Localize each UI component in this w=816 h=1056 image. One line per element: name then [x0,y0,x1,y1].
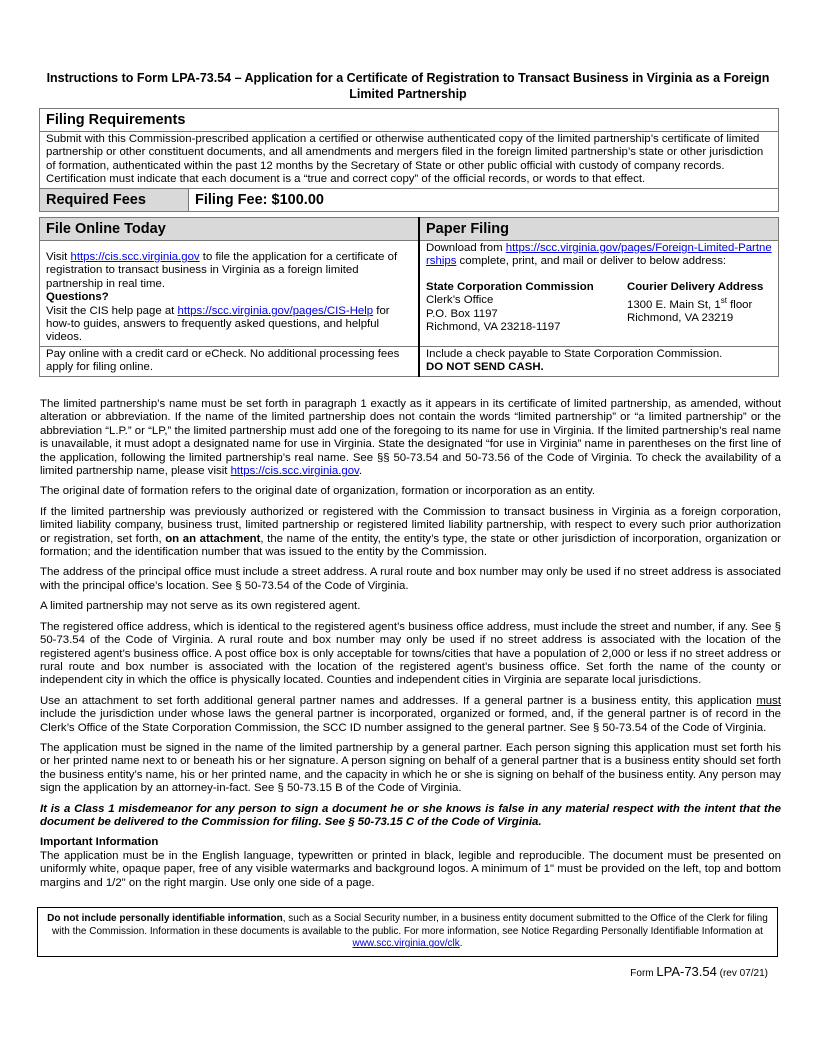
mail-name: State Corporation Commission [426,280,594,293]
no-cash-warning: DO NOT SEND CASH. [426,361,544,374]
filing-requirements-heading: Filing Requirements [40,109,779,132]
mail-line: Richmond, VA 23218-1197 [426,321,561,334]
instruction-paragraph [40,742,781,796]
courier-name: Courier Delivery Address [627,280,764,293]
text: Download from [426,242,506,254]
paragraph-text: . [358,465,363,478]
paragraph-text: It is a Class 1 misdemeanor for any person to sign a document he or she knows is false in any material respect with the intent that the document be delivered to the Commission for filing. See § 50-73.15 C of the Code of Virginia. [40,802,781,828]
paper-filing-instructions [419,241,779,347]
text: 1300 E. Main St, 1 [627,299,721,312]
filing-requirements-table [39,108,779,212]
instruction-paragraph [40,506,781,560]
text: Do not include personally identifiable information [47,913,283,924]
paragraph-text: The address of the principal office must include a street address. A rural route and box number may only be used if no street address is associated with the principal office’s location. See § 50-73.54 of the Code of Virginia. [40,566,781,592]
instruction-paragraph [40,836,781,890]
paragraph-text: include the jurisdiction under whose laws the general partner is incorporated, organized or formed, and, if the general partner is of record in the Clerk’s Office of the State Corporation Commission, the SCC ID number assigned to the general partner. See § 50-73.54 of the Code of Virginia. [40,708,781,734]
text: st [720,296,727,306]
paragraph-text: Use an attachment to set forth additional general partner names and addresses. If a general partner is a business entity, this application [40,694,757,707]
text: , such as a Social Security number, in a business entity document submitted to the Office of the Clerk for filing with the Commission. Information in these documents is available to the public. For more information, see Notice Regarding Personally Identifiable Information at [52,913,768,937]
instructions-body [40,398,781,897]
mailing-address [426,281,627,335]
text: floor [726,299,753,312]
cis-link[interactable]: https://cis.scc.virginia.gov [230,465,359,478]
paragraph-text: If the limited partnership was previously authorized or registered with the Commission to transact business in Virginia as a foreign corporation, limited liability company, business trust, limited partnership or registered limited liability partnership, with respect to every such prior authorization or registration, set forth, [40,505,781,545]
text: for how-to guides, answers to frequently asked questions, and helpful videos. [46,304,390,344]
paragraph-text: The registered office address, which is identical to the registered agent’s business office address, must include the street and number, if any. See § 50-73.54 of the Code of Virginia. A rural route and box number may only be used if no street address is associated with the location of the registered agent’s business office. A post office box is only acceptable for towns/cities that have a population of 2,000 or less if no street address or rural route and box number is associated with the location of the registered agent’s business office. Set forth the name of the county or independent city in which the office is physically located. Counties and independent cities in Virginia are separate local jurisdictions. [40,620,781,687]
instruction-paragraph [40,485,781,498]
file-online-instructions [40,241,420,347]
form-number: LPA-73.54 [656,964,717,979]
text: . [459,938,463,950]
paper-filing-heading: Paper Filing [419,218,779,241]
pii-notice [37,907,778,957]
file-online-heading: File Online Today [40,218,420,241]
online-payment-note: Pay online with a credit card or eCheck. No additional processing fees apply for filing online. [40,346,420,376]
form-footer [630,964,768,979]
text: Include a check payable to State Corporation Commission. [426,347,723,360]
paragraph-text: The original date of formation refers to the original date of organization, formation or incorporation as an entity. [40,485,596,498]
instruction-paragraph [40,600,781,613]
paragraph-text: Important Information [40,836,159,849]
paragraph-text: The limited partnership’s name must be set forth in paragraph 1 exactly as it appears in its certificate of limited partnership, as amended, without alteration or abbreviation. If the name of the limited partnership does not contain the words “limited partnership” or “a limited partnership” or the abbreviation “L.P.” or “LP,” the limited partnership must add one of the foregoing to its name for use in Virginia. If the limited partnership’s real name is unavailable, it must adopt a designated name for use in Virginia. State the designated “for use in Virginia” name in parentheses on the first line of the application, following the limited partnership’s real name. See §§ 50-73.54 and 50-73.56 of the Code of Virginia. To check the availability of a limited partnership name, please visit [40,398,781,478]
paragraph-text: A limited partnership may not serve as its own registered agent. [40,600,361,613]
paragraph-text: on an attachment [165,532,261,545]
paragraph-text: , the name of the entity, the entity’s type, the state or other jurisdiction of incorporation, organization or formation; and the identification number that was issued to the entity by the Commission. [40,532,781,559]
paper-payment-note [419,346,779,376]
text: Form [630,968,657,979]
filing-options-table [39,217,779,377]
revision: (rev 07/21) [716,968,768,979]
cis-help-link[interactable]: https://scc.virginia.gov/pages/CIS-Help [177,304,374,317]
instruction-paragraph [40,566,781,593]
instruction-paragraph [40,398,781,478]
cis-link[interactable]: https://cis.scc.virginia.gov [70,251,200,263]
text: Visit [46,251,71,263]
required-fees-heading: Required Fees [40,188,189,211]
paragraph-text: must [756,694,781,707]
courier-line [627,294,772,312]
questions-label: Questions? [46,291,109,304]
paragraph-text: The application must be in the English language, typewritten or printed in black, legible and reproducible. The document must be presented on uniformly white, opaque paper, free of any visible watermarks and background logos. A minimum of 1" must be provided on the left, top and bottom margins and 1/2" on the right margin. Use only one side of a page. [40,849,781,889]
download-link[interactable]: https://scc.virginia.gov/pages/Foreign-Limited-Partnerships [426,242,772,268]
courier-address [627,281,772,335]
mail-line: Clerk’s Office [426,294,494,307]
mail-line: P.O. Box 1197 [426,307,498,320]
text: Visit the CIS help page at [46,304,178,317]
instruction-paragraph [40,695,781,735]
filing-requirements-text: Submit with this Commission-prescribed application a certified or otherwise authenticated copy of the limited partnership’s certificate of limited partnership or other constituent documents, and all amendments and mergers filed in the foreign limited partnership’s state or other jurisdiction of formation, authenticated within the past 12 months by the Secretary of State or other public official with custody of company records. Certification must indicate that each document is a “true and correct copy” of the official records, or words to that effect. [40,132,779,189]
clk-link[interactable]: www.scc.virginia.gov/clk [352,938,460,950]
instruction-paragraph [40,803,781,830]
instruction-paragraph [40,621,781,688]
page-title: Instructions to Form LPA-73.54 – Application for a Certificate of Registration to Transact Business in Virginia as a Foreign Limited Partnership [46,71,770,101]
filing-fee: Filing Fee: $100.00 [189,188,779,211]
courier-line: Richmond, VA 23219 [627,312,734,325]
text: complete, print, and mail or deliver to below address: [456,255,727,268]
text: to file the application for a certificate of registration to transact business in Virginia as a foreign limited partnership in real time. [46,251,398,290]
paragraph-text: The application must be signed in the name of the limited partnership by a general partner. Each person signing this application must set forth his or her printed name next to or beneath his or her signature. A person signing on behalf of a general partner that is a business entity should set forth the business entity’s name, his or her printed name, and the capacity in which he or she is signing on behalf of the business entity. Any person may sign the application by an attorney-in-fact. See § 50-73.15 B of the Code of Virginia. [40,741,781,795]
